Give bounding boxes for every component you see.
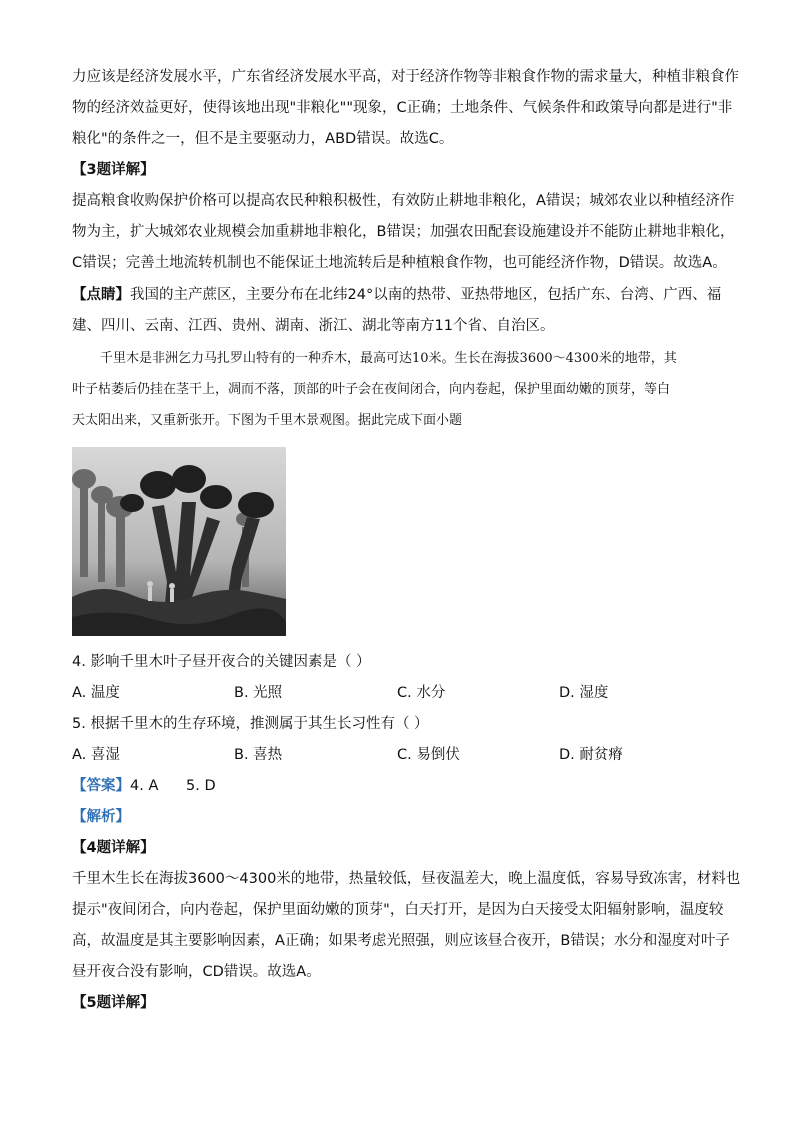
text-line: 叶子枯萎后仍挂在茎干上，凋而不落，顶部的叶子会在夜间闭合，向内卷起，保护里面幼嫩的顶芽，等白 bbox=[72, 382, 671, 397]
text-line: 千里木是非洲乞力马扎罗山特有的一种乔木，最高可达10米。生长在海拔3600～4300米的地带，其 bbox=[100, 351, 677, 366]
text-line: 天太阳出来，又重新张开。下图为千里木景观图。据此完成下面小题 bbox=[72, 413, 463, 428]
question-5-stem: 5. 根据千里木的生存环境，推测属于其生长习性有（ ） bbox=[72, 716, 429, 732]
heading-q4-detail: 【4题详解】 bbox=[72, 840, 155, 856]
giant-groundsel-photo bbox=[72, 447, 286, 636]
text-line: 提示"夜间闭合，向内卷起，保护里面幼嫩的顶芽"，白天打开，是因为白天接受太阳辐射影响，温度较 bbox=[72, 902, 724, 918]
question-5-options bbox=[72, 743, 722, 767]
material-passage bbox=[72, 343, 722, 436]
q5-option-c: C. 易倒伏 bbox=[397, 747, 460, 763]
paragraph-dianjing bbox=[72, 280, 722, 342]
answer-label: 【答案】 bbox=[72, 778, 130, 794]
text-line: 千里木生长在海拔3600～4300米的地带，热量较低，昼夜温差大，晚上温度低，容易导致冻害，材料也 bbox=[72, 871, 741, 887]
q4-option-b: B. 光照 bbox=[234, 685, 283, 701]
text-line: 力应该是经济发展水平，广东省经济发展水平高，对于经济作物等非粮食作物的需求量大，种植非粮食作 bbox=[72, 69, 739, 85]
paragraph-q3-explanation bbox=[72, 186, 735, 279]
dianjing-text: 我国的主产蔗区，主要分布在北纬24°以南的热带、亚热带地区，包括广东、台湾、广西、福 bbox=[130, 287, 722, 303]
text-line: 昼开夜合没有影响，CD错误。故选A。 bbox=[72, 964, 321, 980]
dianjing-label: 【点睛】 bbox=[72, 287, 130, 303]
text-line: 高，故温度是其主要影响因素，A正确；如果考虑光照强，则应该昼合夜开，B错误；水分和湿度对叶子 bbox=[72, 933, 730, 949]
q4-option-a: A. 温度 bbox=[72, 685, 120, 701]
heading-q5-detail: 【5题详解】 bbox=[72, 995, 155, 1011]
text-line: 物为主，扩大城郊农业规模会加重耕地非粮化，B错误；加强农田配套设施建设并不能防止耕地非粮化， bbox=[72, 224, 735, 240]
text-line bbox=[72, 280, 722, 311]
q5-option-b: B. 喜热 bbox=[234, 747, 283, 763]
analysis-label: 【解析】 bbox=[72, 809, 130, 825]
answer-text: 4. A 5. D bbox=[130, 778, 216, 794]
paragraph-q4-explanation bbox=[72, 864, 741, 988]
text-line: 物的经济效益更好，使得该地出现"非粮化""现象，C正确；土地条件、气候条件和政策导向都是进行"非 bbox=[72, 100, 733, 116]
text-line: C错误；完善土地流转机制也不能保证土地流转后是种植粮食作物，也可能经济作物，D错误。故选A。 bbox=[72, 255, 727, 271]
text-line: 粮化"的条件之一，但不是主要驱动力，ABD错误。故选C。 bbox=[72, 131, 454, 147]
q5-option-d: D. 耐贫瘠 bbox=[559, 747, 623, 763]
paragraph-q2-explanation bbox=[72, 62, 739, 155]
q5-option-a: A. 喜湿 bbox=[72, 747, 120, 763]
text-line: 提高粮食收购保护价格可以提高农民种粮积极性，有效防止耕地非粮化，A错误；城郊农业以种植经济作 bbox=[72, 193, 735, 209]
question-4-stem: 4. 影响千里木叶子昼开夜合的关键因素是（ ） bbox=[72, 654, 371, 670]
q4-option-c: C. 水分 bbox=[397, 685, 446, 701]
answer-line bbox=[72, 774, 216, 795]
heading-q3-detail: 【3题详解】 bbox=[72, 162, 155, 178]
question-4-options bbox=[72, 681, 722, 705]
text-line: 建、四川、云南、江西、贵州、湖南、浙江、湖北等南方11个省、自治区。 bbox=[72, 318, 555, 334]
q4-option-d: D. 湿度 bbox=[559, 685, 609, 701]
